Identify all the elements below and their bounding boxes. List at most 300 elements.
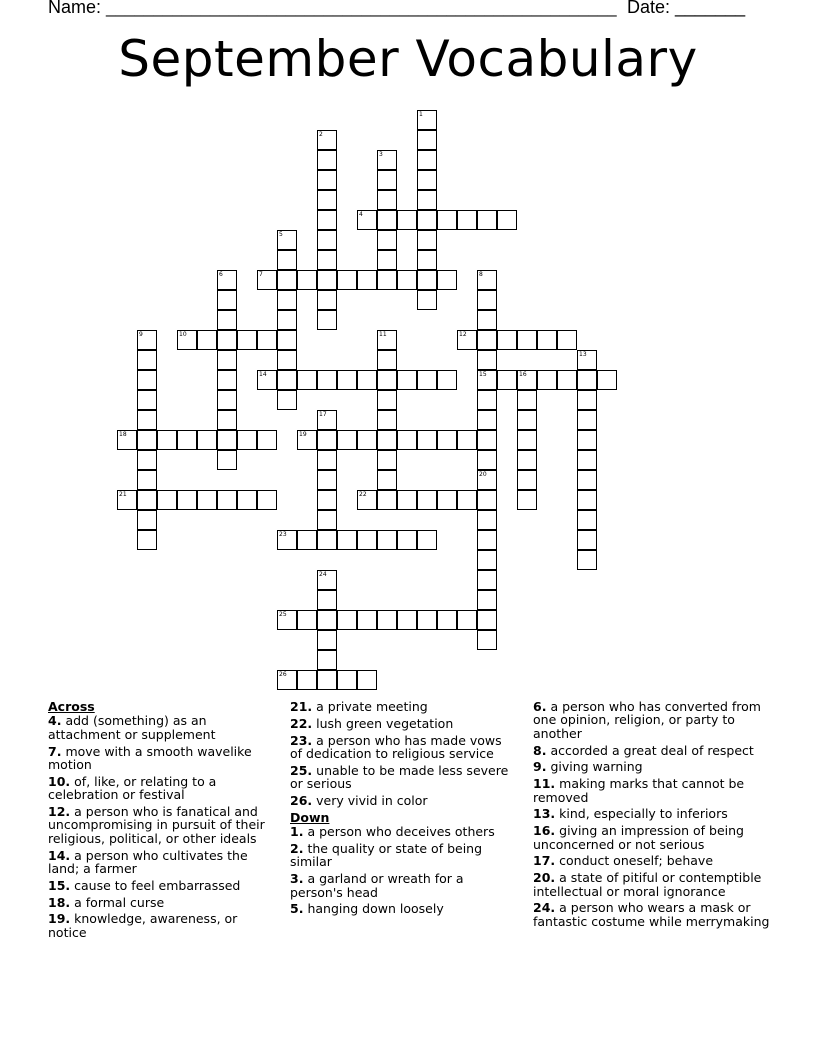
clue-item (533, 760, 773, 773)
grid-cell[interactable] (117, 430, 137, 450)
grid-cell[interactable] (377, 410, 397, 430)
grid-cell[interactable] (277, 350, 297, 370)
grid-cell[interactable] (477, 290, 497, 310)
grid-cell[interactable] (217, 370, 237, 390)
grid-cell[interactable] (377, 330, 397, 350)
grid-cell[interactable] (217, 290, 237, 310)
name-line[interactable]: ______________________________________________________ (106, 0, 617, 17)
grid-cell[interactable] (377, 150, 397, 170)
grid-cell[interactable] (417, 130, 437, 150)
clue-item (290, 794, 515, 807)
grid-cell[interactable] (457, 210, 477, 230)
clue-number-label: 20. (533, 870, 556, 886)
grid-cell[interactable] (317, 530, 337, 550)
clue-text: very vivid in color (316, 793, 428, 808)
grid-cell[interactable] (357, 430, 377, 450)
clue-number: 18 (119, 431, 127, 438)
grid-cell[interactable] (577, 450, 597, 470)
clue-column-3 (533, 700, 773, 932)
clue-item (533, 901, 773, 928)
grid-cell[interactable] (137, 410, 157, 430)
clue-number-label: 22. (290, 715, 313, 731)
grid-cell[interactable] (317, 310, 337, 330)
grid-cell[interactable] (277, 330, 297, 350)
grid-cell[interactable] (417, 490, 437, 510)
clue-number-label: 11. (533, 776, 556, 792)
clue-item (48, 745, 273, 772)
grid-cell[interactable] (237, 430, 257, 450)
grid-cell[interactable] (577, 550, 597, 570)
clue-item (48, 805, 273, 845)
grid-cell[interactable] (377, 270, 397, 290)
clue-text: add (something) as an attachment or supplement (48, 713, 216, 742)
grid-cell[interactable] (537, 330, 557, 350)
grid-cell[interactable] (577, 490, 597, 510)
clue-item (533, 871, 773, 898)
clue-number: 8 (479, 271, 483, 278)
grid-cell[interactable] (477, 350, 497, 370)
clue-number-label: 25. (290, 762, 313, 778)
grid-cell[interactable] (177, 330, 197, 350)
grid-cell[interactable] (377, 170, 397, 190)
grid-cell[interactable] (417, 430, 437, 450)
clue-item (290, 825, 515, 838)
clue-number-label: 16. (533, 823, 556, 839)
clue-number: 15 (479, 371, 487, 378)
grid-cell[interactable] (217, 390, 237, 410)
grid-cell[interactable] (517, 330, 537, 350)
grid-cell[interactable] (297, 270, 317, 290)
grid-cell[interactable] (477, 210, 497, 230)
clue-number-label: 6. (533, 699, 547, 714)
clue-item (533, 777, 773, 804)
clue-item (48, 896, 273, 909)
clue-number-label: 7. (48, 743, 62, 759)
clue-number-label: 2. (290, 841, 304, 856)
grid-cell[interactable] (377, 610, 397, 630)
grid-cell[interactable] (517, 370, 537, 390)
clue-number: 1 (419, 111, 423, 118)
grid-cell[interactable] (357, 210, 377, 230)
grid-cell[interactable] (477, 590, 497, 610)
grid-cell[interactable] (317, 630, 337, 650)
grid-cell[interactable] (317, 470, 337, 490)
grid-cell[interactable] (457, 430, 477, 450)
grid-cell[interactable] (577, 370, 597, 390)
clue-column-2 (290, 700, 515, 919)
clue-item (290, 717, 515, 730)
grid-cell[interactable] (137, 330, 157, 350)
grid-cell[interactable] (477, 630, 497, 650)
grid-cell[interactable] (597, 370, 617, 390)
clue-number-label: 5. (290, 901, 304, 917)
grid-cell[interactable] (417, 190, 437, 210)
clue-number-label: 12. (48, 804, 71, 820)
grid-cell[interactable] (257, 490, 277, 510)
grid-cell[interactable] (277, 290, 297, 310)
grid-cell[interactable] (317, 150, 337, 170)
grid-cell[interactable] (217, 350, 237, 370)
grid-cell[interactable] (217, 450, 237, 470)
grid-cell[interactable] (377, 190, 397, 210)
grid-cell[interactable] (377, 490, 397, 510)
page-title: September Vocabulary (118, 30, 698, 88)
clue-number: 7 (259, 271, 263, 278)
clue-number: 23 (279, 531, 287, 538)
grid-cell[interactable] (137, 390, 157, 410)
grid-cell[interactable] (137, 530, 157, 550)
name-label: Name: (48, 0, 107, 17)
clue-text: hanging down loosely (307, 901, 444, 917)
grid-cell[interactable] (497, 210, 517, 230)
grid-cell[interactable] (317, 410, 337, 430)
grid-cell[interactable] (577, 430, 597, 450)
grid-cell[interactable] (317, 210, 337, 230)
grid-cell[interactable] (257, 370, 277, 390)
grid-cell[interactable] (277, 310, 297, 330)
grid-cell[interactable] (337, 270, 357, 290)
clue-text: a person who is fanatical and uncompromising in pursuit of their religious, political, or other ideals (48, 804, 265, 846)
grid-cell[interactable] (357, 610, 377, 630)
grid-cell[interactable] (517, 430, 537, 450)
grid-cell[interactable] (557, 330, 577, 350)
grid-cell[interactable] (577, 350, 597, 370)
grid-cell[interactable] (317, 650, 337, 670)
grid-cell[interactable] (477, 490, 497, 510)
grid-cell[interactable] (477, 570, 497, 590)
grid-cell[interactable] (317, 270, 337, 290)
grid-cell[interactable] (177, 430, 197, 450)
grid-cell[interactable] (417, 610, 437, 630)
clue-number: 11 (379, 331, 387, 338)
grid-cell[interactable] (137, 430, 157, 450)
grid-cell[interactable] (137, 490, 157, 510)
grid-cell[interactable] (337, 530, 357, 550)
clue-number-label: 3. (290, 871, 304, 887)
grid-cell[interactable] (397, 610, 417, 630)
clue-item (48, 879, 273, 892)
grid-cell[interactable] (477, 390, 497, 410)
grid-cell[interactable] (337, 430, 357, 450)
grid-cell[interactable] (377, 450, 397, 470)
grid-cell[interactable] (417, 250, 437, 270)
grid-cell[interactable] (277, 390, 297, 410)
grid-cell[interactable] (277, 670, 297, 690)
grid-cell[interactable] (417, 210, 437, 230)
grid-cell[interactable] (357, 270, 377, 290)
grid-cell[interactable] (137, 450, 157, 470)
grid-cell[interactable] (517, 410, 537, 430)
grid-cell[interactable] (137, 350, 157, 370)
clue-item (48, 912, 273, 939)
clue-number: 21 (119, 491, 127, 498)
grid-cell[interactable] (257, 430, 277, 450)
grid-cell[interactable] (217, 430, 237, 450)
clue-text: a person who wears a mask or fantastic costume while merrymaking (533, 900, 770, 929)
grid-cell[interactable] (437, 610, 457, 630)
grid-cell[interactable] (577, 530, 597, 550)
grid-cell[interactable] (377, 250, 397, 270)
clue-item (533, 824, 773, 851)
clue-number: 25 (279, 611, 287, 618)
clue-text: conduct oneself; behave (559, 853, 714, 869)
grid-cell[interactable] (317, 230, 337, 250)
grid-cell[interactable] (417, 270, 437, 290)
grid-cell[interactable] (337, 670, 357, 690)
grid-cell[interactable] (477, 450, 497, 470)
clue-number: 26 (279, 671, 287, 678)
grid-cell[interactable] (457, 490, 477, 510)
clue-number: 6 (219, 271, 223, 278)
grid-cell[interactable] (277, 250, 297, 270)
grid-cell[interactable] (377, 530, 397, 550)
grid-cell[interactable] (237, 490, 257, 510)
clue-number: 16 (519, 371, 527, 378)
clue-item (290, 902, 515, 915)
grid-cell[interactable] (297, 610, 317, 630)
grid-cell[interactable] (197, 490, 217, 510)
grid-cell[interactable] (117, 490, 137, 510)
clue-number: 10 (179, 331, 187, 338)
grid-cell[interactable] (457, 330, 477, 350)
clue-item (290, 764, 515, 791)
date-line[interactable]: _______ (675, 0, 746, 17)
clue-number: 5 (279, 231, 283, 238)
clue-item (48, 849, 273, 876)
grid-cell[interactable] (437, 270, 457, 290)
clue-number: 17 (319, 411, 327, 418)
grid-cell[interactable] (357, 670, 377, 690)
grid-cell[interactable] (497, 330, 517, 350)
clue-number-label: 26. (290, 793, 313, 808)
grid-cell[interactable] (377, 370, 397, 390)
clue-number-label: 21. (290, 699, 313, 714)
grid-cell[interactable] (317, 670, 337, 690)
grid-cell[interactable] (257, 330, 277, 350)
clue-number-label: 8. (533, 742, 547, 758)
grid-cell[interactable] (277, 530, 297, 550)
grid-cell[interactable] (317, 190, 337, 210)
date-label: Date: (627, 0, 676, 17)
grid-cell[interactable] (577, 510, 597, 530)
clue-number-label: 1. (290, 824, 304, 840)
clue-number-label: 9. (533, 759, 547, 775)
grid-cell[interactable] (157, 430, 177, 450)
grid-cell[interactable] (277, 270, 297, 290)
clue-text: a person who has converted from one opinion, religion, or party to another (533, 699, 761, 741)
grid-cell[interactable] (377, 350, 397, 370)
grid-cell[interactable] (277, 370, 297, 390)
clue-item (290, 734, 515, 761)
grid-cell[interactable] (277, 230, 297, 250)
grid-cell[interactable] (577, 390, 597, 410)
grid-cell[interactable] (397, 210, 417, 230)
grid-cell[interactable] (177, 490, 197, 510)
grid-cell[interactable] (417, 150, 437, 170)
grid-cell[interactable] (477, 370, 497, 390)
clue-number: 13 (579, 351, 587, 358)
grid-cell[interactable] (477, 550, 497, 570)
clue-column-1 (48, 700, 273, 943)
grid-cell[interactable] (357, 530, 377, 550)
grid-cell[interactable] (357, 490, 377, 510)
grid-cell[interactable] (477, 410, 497, 430)
grid-cell[interactable] (317, 130, 337, 150)
grid-cell[interactable] (297, 670, 317, 690)
clue-number-label: 13. (533, 806, 556, 822)
clue-number-label: 23. (290, 732, 313, 748)
clue-text: move with a smooth wavelike motion (48, 743, 252, 773)
clue-text: unable to be made less severe or serious (290, 762, 509, 792)
grid-cell[interactable] (397, 270, 417, 290)
clue-text: cause to feel embarrassed (74, 877, 241, 893)
clue-text: a state of pitiful or contemptible intellectual or moral ignorance (533, 870, 762, 899)
clue-item (290, 842, 515, 869)
grid-cell[interactable] (397, 430, 417, 450)
clue-number-label: 4. (48, 713, 62, 729)
grid-cell[interactable] (477, 610, 497, 630)
grid-cell[interactable] (217, 270, 237, 290)
grid-cell[interactable] (517, 490, 537, 510)
clue-text: a person who has made vows of dedication to religious service (290, 732, 502, 761)
clue-text: a person who deceives others (307, 824, 495, 840)
grid-cell[interactable] (217, 310, 237, 330)
grid-cell[interactable] (137, 510, 157, 530)
grid-cell[interactable] (217, 330, 237, 350)
grid-cell[interactable] (317, 250, 337, 270)
clue-number: 4 (359, 211, 363, 218)
grid-cell[interactable] (517, 390, 537, 410)
clue-number-label: 24. (533, 900, 556, 916)
clue-text: a formal curse (74, 894, 165, 910)
grid-cell[interactable] (317, 610, 337, 630)
clue-text: giving warning (550, 759, 643, 775)
grid-cell[interactable] (197, 330, 217, 350)
clue-number-label: 17. (533, 853, 556, 869)
clue-number: 3 (379, 151, 383, 158)
grid-cell[interactable] (377, 210, 397, 230)
grid-cell[interactable] (477, 330, 497, 350)
grid-cell[interactable] (337, 610, 357, 630)
clue-text: making marks that cannot be removed (533, 776, 745, 805)
grid-cell[interactable] (297, 530, 317, 550)
clue-item (48, 775, 273, 802)
grid-cell[interactable] (317, 490, 337, 510)
grid-cell[interactable] (577, 410, 597, 430)
grid-cell[interactable] (317, 590, 337, 610)
grid-cell[interactable] (417, 290, 437, 310)
across-heading: Across (48, 699, 95, 714)
grid-cell[interactable] (377, 390, 397, 410)
grid-cell[interactable] (157, 490, 177, 510)
grid-cell[interactable] (317, 430, 337, 450)
clue-number-label: 10. (48, 773, 71, 789)
clue-item (48, 714, 273, 741)
grid-cell[interactable] (397, 490, 417, 510)
clue-number: 9 (139, 331, 143, 338)
clue-item (533, 700, 773, 740)
clue-text: knowledge, awareness, or notice (48, 911, 238, 940)
grid-cell[interactable] (257, 270, 277, 290)
clue-item (290, 872, 515, 899)
grid-cell[interactable] (417, 230, 437, 250)
grid-cell[interactable] (317, 510, 337, 530)
grid-cell[interactable] (437, 370, 457, 390)
grid-cell[interactable] (377, 430, 397, 450)
grid-cell[interactable] (397, 530, 417, 550)
grid-cell[interactable] (417, 530, 437, 550)
grid-cell[interactable] (137, 470, 157, 490)
grid-cell[interactable] (477, 530, 497, 550)
clue-text: the quality or state of being similar (290, 841, 483, 870)
grid-cell[interactable] (417, 170, 437, 190)
grid-cell[interactable] (317, 570, 337, 590)
down-heading: Down (290, 809, 330, 825)
clue-number-label: 19. (48, 911, 71, 927)
clue-number: 12 (459, 331, 467, 338)
clue-text: a garland or wreath for a person's head (290, 871, 464, 900)
grid-cell[interactable] (297, 430, 317, 450)
clue-text: accorded a great deal of respect (550, 742, 754, 758)
grid-cell[interactable] (557, 370, 577, 390)
grid-cell[interactable] (217, 490, 237, 510)
clue-number-label: 14. (48, 847, 71, 863)
grid-cell[interactable] (477, 310, 497, 330)
grid-cell[interactable] (437, 210, 457, 230)
grid-cell[interactable] (457, 610, 477, 630)
grid-cell[interactable] (477, 270, 497, 290)
grid-cell[interactable] (197, 430, 217, 450)
clue-text: kind, especially to inferiors (559, 806, 728, 822)
grid-cell[interactable] (497, 370, 517, 390)
grid-cell[interactable] (357, 370, 377, 390)
grid-cell[interactable] (417, 370, 437, 390)
clue-number: 22 (359, 491, 367, 498)
clue-text: of, like, or relating to a celebration or festival (48, 773, 217, 803)
grid-cell[interactable] (377, 230, 397, 250)
grid-cell[interactable] (317, 290, 337, 310)
clue-text: giving an impression of being unconcerned or not serious (533, 823, 744, 852)
grid-cell[interactable] (317, 170, 337, 190)
grid-cell[interactable] (277, 610, 297, 630)
grid-cell[interactable] (477, 510, 497, 530)
grid-cell[interactable] (477, 470, 497, 490)
grid-cell[interactable] (297, 370, 317, 390)
clue-number: 20 (479, 471, 487, 478)
grid-cell[interactable] (537, 370, 557, 390)
grid-cell[interactable] (577, 470, 597, 490)
grid-cell[interactable] (397, 370, 417, 390)
clue-number-label: 18. (48, 894, 71, 910)
clue-number: 24 (319, 571, 327, 578)
grid-cell[interactable] (137, 370, 157, 390)
grid-cell[interactable] (517, 470, 537, 490)
grid-cell[interactable] (317, 370, 337, 390)
clue-item (533, 807, 773, 820)
clue-item (533, 744, 773, 757)
grid-cell[interactable] (517, 450, 537, 470)
grid-cell[interactable] (477, 430, 497, 450)
clue-item (533, 854, 773, 867)
grid-cell[interactable] (317, 450, 337, 470)
grid-cell[interactable] (237, 330, 257, 350)
grid-cell[interactable] (437, 490, 457, 510)
grid-cell[interactable] (377, 470, 397, 490)
grid-cell[interactable] (337, 370, 357, 390)
grid-cell[interactable] (417, 110, 437, 130)
grid-cell[interactable] (217, 410, 237, 430)
grid-cell[interactable] (437, 430, 457, 450)
